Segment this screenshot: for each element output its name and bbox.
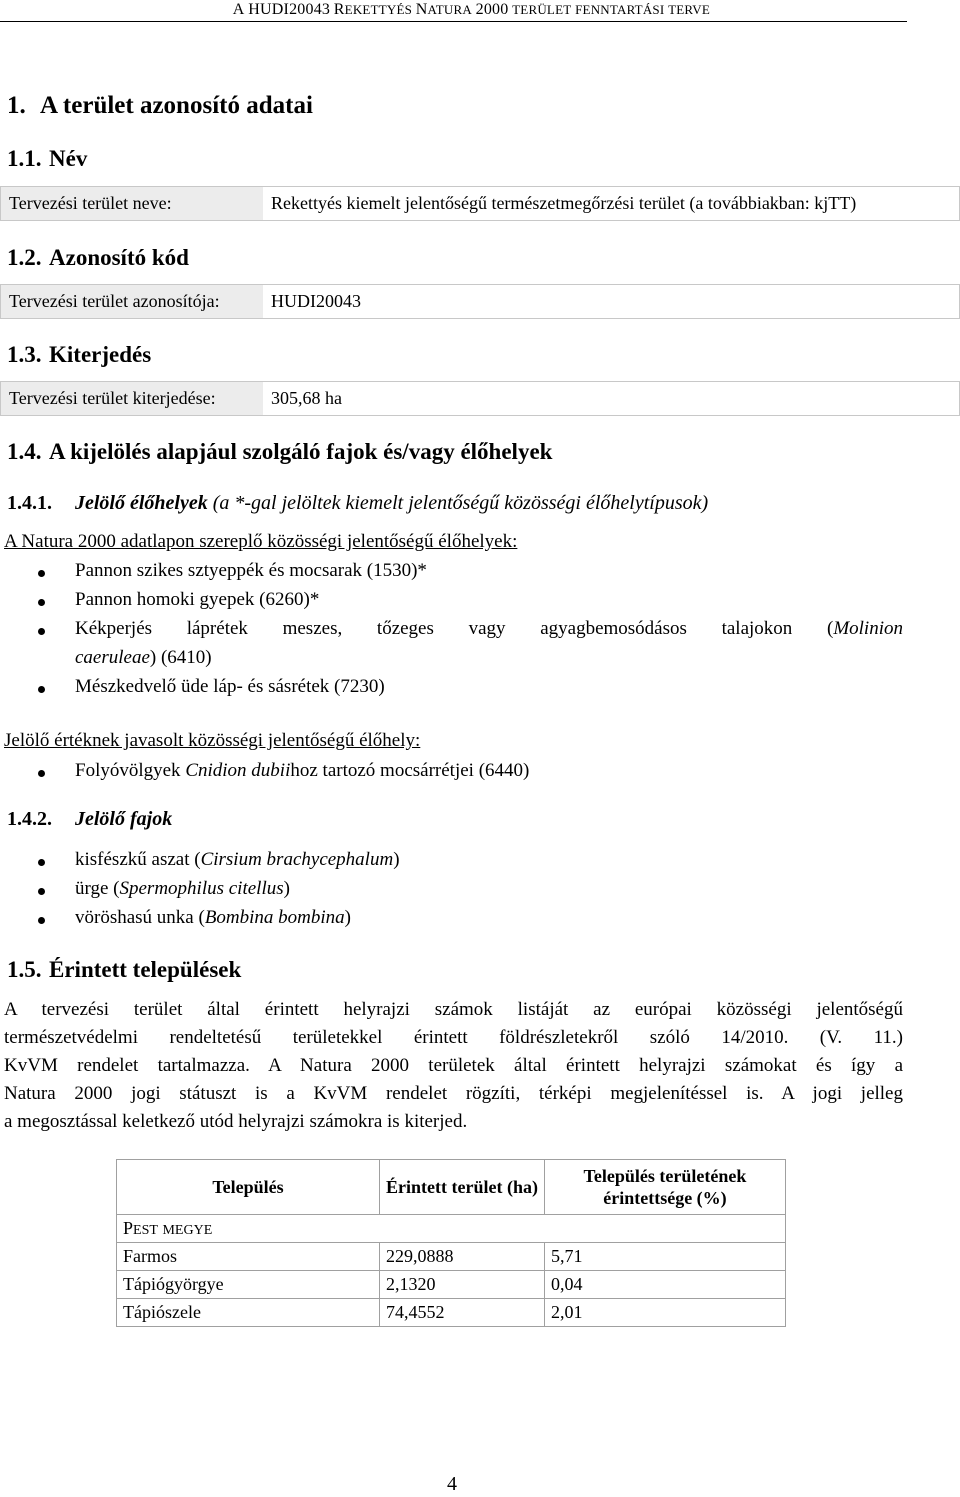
bullet-icon (38, 888, 45, 895)
bullet-icon (38, 570, 45, 577)
section-heading-1-3: 1.3. Kiterjedés (7, 342, 152, 367)
paragraph-line: a megosztással keletkező utód helyrajzi számokra is kiterjed. (4, 1111, 468, 1132)
section-heading-1-2: 1.2. Azonosító kód (7, 245, 189, 270)
section-heading-1-4-2: 1.4.2. Jelölő fajok (7, 808, 173, 830)
name-value: Rekettyés kiemelt jelentőségű természetmegőrzési terület (a továbbiakban: kjTT) (271, 193, 857, 213)
county-name: PEST MEGYE (123, 1218, 213, 1238)
bullet-icon (38, 859, 45, 866)
name-label: Tervezési terület neve: (1, 187, 263, 220)
settlement-cell: Tápiószele (117, 1299, 380, 1327)
bullet-icon (38, 686, 45, 693)
column-header-area: Érintett terület (ha) (380, 1160, 545, 1215)
bullet-icon (38, 770, 45, 777)
species-item: ürge (Spermophilus citellus) (75, 878, 290, 900)
section-heading-1: 1. A terület azonosító adatai (7, 92, 313, 119)
paragraph-line: A tervezési terület által érintett helyrajzi számok listáját az európai közösségi jelentőségű (4, 999, 903, 1020)
section-heading-1-4: 1.4. A kijelölés alapjául szolgáló fajok és/vagy élőhelyek (7, 439, 553, 464)
species-item: kisfészkű aszat (Cirsium brachycephalum) (75, 849, 400, 871)
settlement-cell: Farmos (117, 1243, 380, 1271)
bullet-icon (38, 599, 45, 606)
table-row-county (117, 1215, 786, 1243)
habitats-intro: A Natura 2000 adatlapon szereplő közösségi jelentőségű élőhelyek: (4, 531, 518, 552)
table-row (117, 1299, 786, 1327)
paragraph-line: természetvédelmi rendeltetésű területekkel érintett földrészletekről szóló 14/2010. (V. 11.) (4, 1027, 903, 1048)
paragraph-line: Natura 2000 jogi státuszt is a KvVM rendelet rögzíti, térképi megjelenítéssel is. A jogi jelleg (4, 1083, 903, 1104)
percent-cell: 2,01 (544, 1299, 785, 1327)
page-number: 4 (447, 1473, 457, 1495)
area-cell: 2,1320 (380, 1271, 545, 1299)
bullet-icon (38, 628, 45, 635)
area-cell: 74,4552 (380, 1299, 545, 1327)
table-row (117, 1271, 786, 1299)
section-heading-1-1: 1.1. Név (7, 146, 88, 171)
table-header-row (117, 1160, 786, 1215)
column-header-settlement: Település (117, 1160, 380, 1215)
list-item: Pannon homoki gyepek (6260)* (75, 589, 319, 611)
section-heading-1-4-1: 1.4.1. Jelölő élőhelyek (a *-gal jelöltek kiemelt jelentőségű közösségi élőhelytípusok) (7, 492, 709, 514)
paragraph-line: KvVM rendelet tartalmazza. A Natura 2000 területek által érintett helyrajzi számokat és így a (4, 1055, 903, 1076)
extent-value: 305,68 ha (271, 388, 342, 408)
extent-label: Tervezési terület kiterjedése: (1, 382, 263, 415)
county-cell (117, 1215, 786, 1243)
list-item: Kékperjés láprétek meszes, tőzeges vagy agyagbemosódásos talajokon (Molinion (75, 618, 903, 640)
percent-cell: 0,04 (544, 1271, 785, 1299)
extent-row (0, 381, 960, 416)
name-row (0, 186, 960, 221)
bullet-icon (38, 917, 45, 924)
header-rule (0, 21, 907, 22)
list-item: Mészkedvelő üde láp- és sásrétek (7230) (75, 676, 385, 698)
id-code-value: HUDI20043 (271, 291, 361, 311)
section-heading-1-5: 1.5. Érintett települések (7, 957, 242, 982)
table-row (117, 1243, 786, 1271)
percent-cell: 5,71 (544, 1243, 785, 1271)
id-code-row (0, 284, 960, 319)
area-cell: 229,0888 (380, 1243, 545, 1271)
list-item: Folyóvölgyek Cnidion dubiihoz tartozó mocsárrétjei (6440) (75, 760, 529, 782)
running-header: A HUDI20043 REKETTYÉS NATURA 2000 TERÜLET FENNTARTÁSI TERVE (232, 1, 710, 18)
species-item: vöröshasú unka (Bombina bombina) (75, 907, 351, 929)
list-item-continuation: caeruleae) (6410) (75, 647, 212, 668)
column-header-percent: Település területének érintettsége (%) (544, 1160, 785, 1215)
list-item: Pannon szikes sztyeppék és mocsarak (1530)* (75, 560, 427, 582)
id-code-label: Tervezési terület azonosítója: (1, 285, 263, 318)
proposed-habitat-intro: Jelölő értéknek javasolt közösségi jelentőségű élőhely: (4, 730, 421, 751)
settlement-cell: Tápiógyörgye (117, 1271, 380, 1299)
settlements-table (116, 1159, 786, 1327)
